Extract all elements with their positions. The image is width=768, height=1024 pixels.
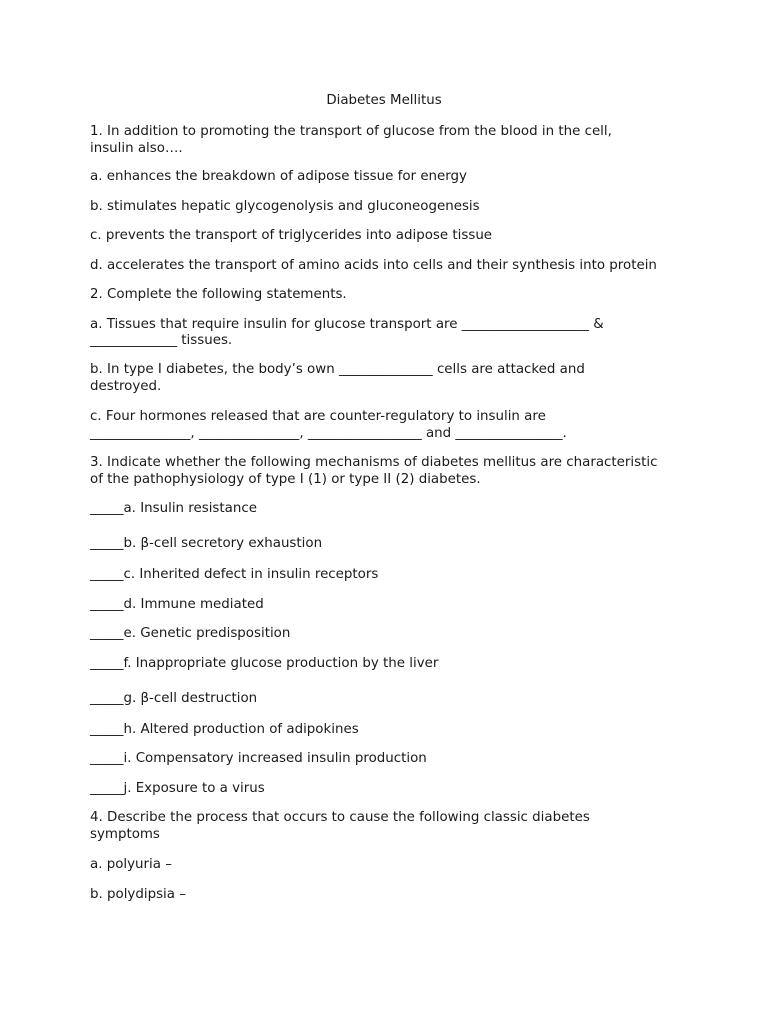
q3-item-f: _____f. Inappropriate glucose production by the liver [90, 656, 439, 671]
q1-option-b: b. stimulates hepatic glycogenolysis and gluconeogenesis [90, 199, 480, 214]
q3-item-h: _____h. Altered production of adipokines [90, 722, 359, 737]
q1-option-c: c. prevents the transport of triglycerides into adipose tissue [90, 228, 493, 243]
q4-stem-line2: symptoms [90, 827, 160, 842]
q1-stem-line1: 1. In addition to promoting the transport of glucose from the blood in the cell, [90, 124, 612, 139]
q1-option-d: d. accelerates the transport of amino acids into cells and their synthesis into protein [90, 258, 657, 273]
q4-item-a: a. polyuria – [90, 857, 172, 872]
q2-c-line1: c. Four hormones released that are counter-regulatory to insulin are [90, 409, 546, 424]
q3-item-g: _____g. β-cell destruction [90, 691, 258, 706]
q2-b-line2: destroyed. [90, 379, 162, 394]
q3-item-c: _____c. Inherited defect in insulin receptors [90, 567, 379, 582]
q3-item-d: _____d. Immune mediated [90, 597, 264, 612]
q3-item-e: _____e. Genetic predisposition [90, 626, 291, 641]
document-title: Diabetes Mellitus [326, 93, 442, 108]
q2-c-line2: _______________, _______________, _________________ and ________________. [90, 426, 567, 441]
q3-item-i: _____i. Compensatory increased insulin production [90, 751, 427, 766]
q2-a-line2: _____________ tissues. [90, 333, 233, 348]
q3-item-b: _____b. β-cell secretory exhaustion [90, 536, 323, 551]
q3-stem-line1: 3. Indicate whether the following mechanisms of diabetes mellitus are characteristic [90, 455, 658, 470]
q4-item-b: b. polydipsia – [90, 887, 186, 902]
q1-option-a: a. enhances the breakdown of adipose tissue for energy [90, 169, 467, 184]
q3-item-j: _____j. Exposure to a virus [90, 781, 265, 796]
q3-item-a: _____a. Insulin resistance [90, 501, 257, 516]
q1-stem-line2: insulin also…. [90, 141, 183, 156]
q2-stem: 2. Complete the following statements. [90, 287, 347, 302]
q3-stem-line2: of the pathophysiology of type I (1) or type II (2) diabetes. [90, 472, 481, 487]
q2-b-line1: b. In type I diabetes, the body’s own ______________ cells are attacked and [90, 362, 585, 377]
q2-a-line1: a. Tissues that require insulin for glucose transport are ___________________ & [90, 317, 604, 332]
q4-stem-line1: 4. Describe the process that occurs to cause the following classic diabetes [90, 810, 590, 825]
